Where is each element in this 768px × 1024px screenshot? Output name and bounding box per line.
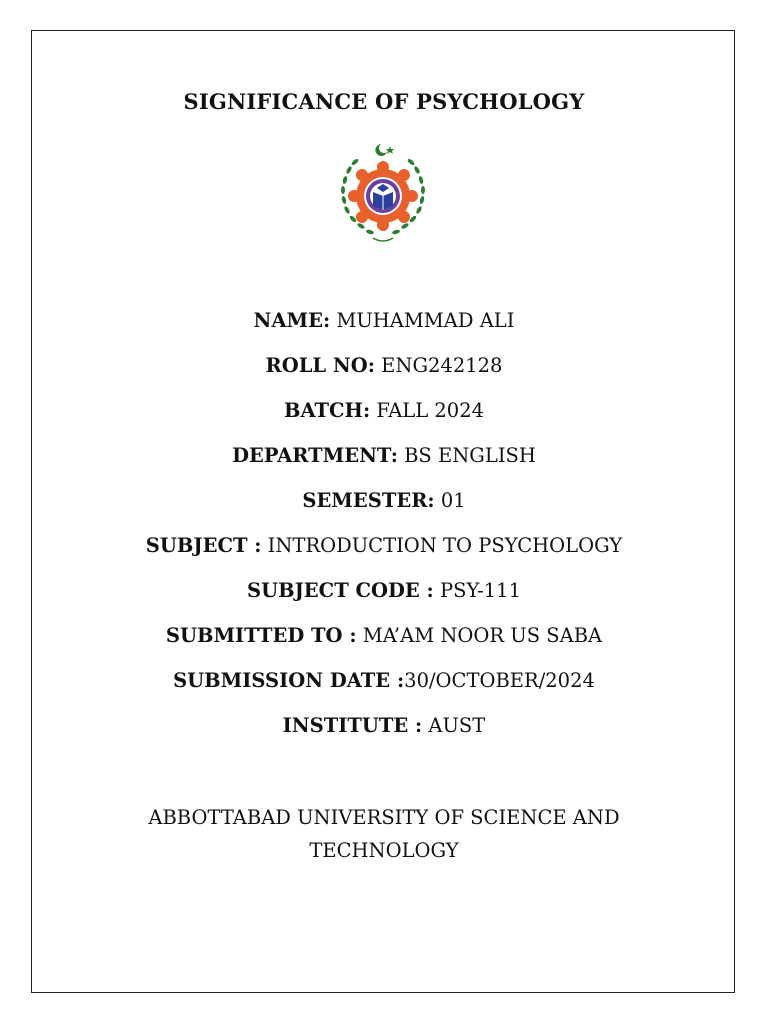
field-label: NAME: <box>253 309 331 332</box>
field-value: INTRODUCTION TO PSYCHOLOGY <box>261 534 623 557</box>
university-name <box>0 801 768 867</box>
field-value: BS ENGLISH <box>397 444 536 467</box>
field-name <box>0 309 768 332</box>
field-label: ROLL NO: <box>265 354 375 377</box>
field-label: SEMESTER: <box>302 489 435 512</box>
field-subject <box>0 534 768 557</box>
field-value: MUHAMMAD ALI <box>330 309 515 332</box>
field-submission-date <box>0 669 768 692</box>
field-semester <box>0 489 768 512</box>
field-roll-no <box>0 354 768 377</box>
field-batch <box>0 399 768 422</box>
university-name-line-2: TECHNOLOGY <box>309 839 459 862</box>
field-value: MA’AM NOOR US SABA <box>356 624 603 647</box>
field-label: BATCH: <box>283 399 371 422</box>
document-title: SIGNIFICANCE OF PSYCHOLOGY <box>183 89 585 114</box>
field-label: DEPARTMENT: <box>232 444 398 467</box>
field-label: SUBJECT : <box>145 534 262 557</box>
field-label: SUBMISSION DATE : <box>173 669 405 692</box>
field-value: FALL 2024 <box>370 399 485 422</box>
field-submitted-to <box>0 624 768 647</box>
university-crest-icon <box>337 140 429 248</box>
field-label: INSTITUTE : <box>282 714 423 737</box>
field-subject-code <box>0 579 768 602</box>
field-value: 30/OCTOBER/2024 <box>404 669 595 692</box>
field-value: AUST <box>422 714 486 737</box>
university-name-line-1: ABBOTTABAD UNIVERSITY OF SCIENCE AND <box>148 806 620 829</box>
field-label: SUBJECT CODE : <box>247 579 434 602</box>
field-label: SUBMITTED TO : <box>165 624 357 647</box>
field-institute <box>0 714 768 737</box>
field-value: 01 <box>434 489 466 512</box>
field-department <box>0 444 768 467</box>
field-value: PSY-111 <box>433 579 521 602</box>
field-value: ENG242128 <box>374 354 503 377</box>
